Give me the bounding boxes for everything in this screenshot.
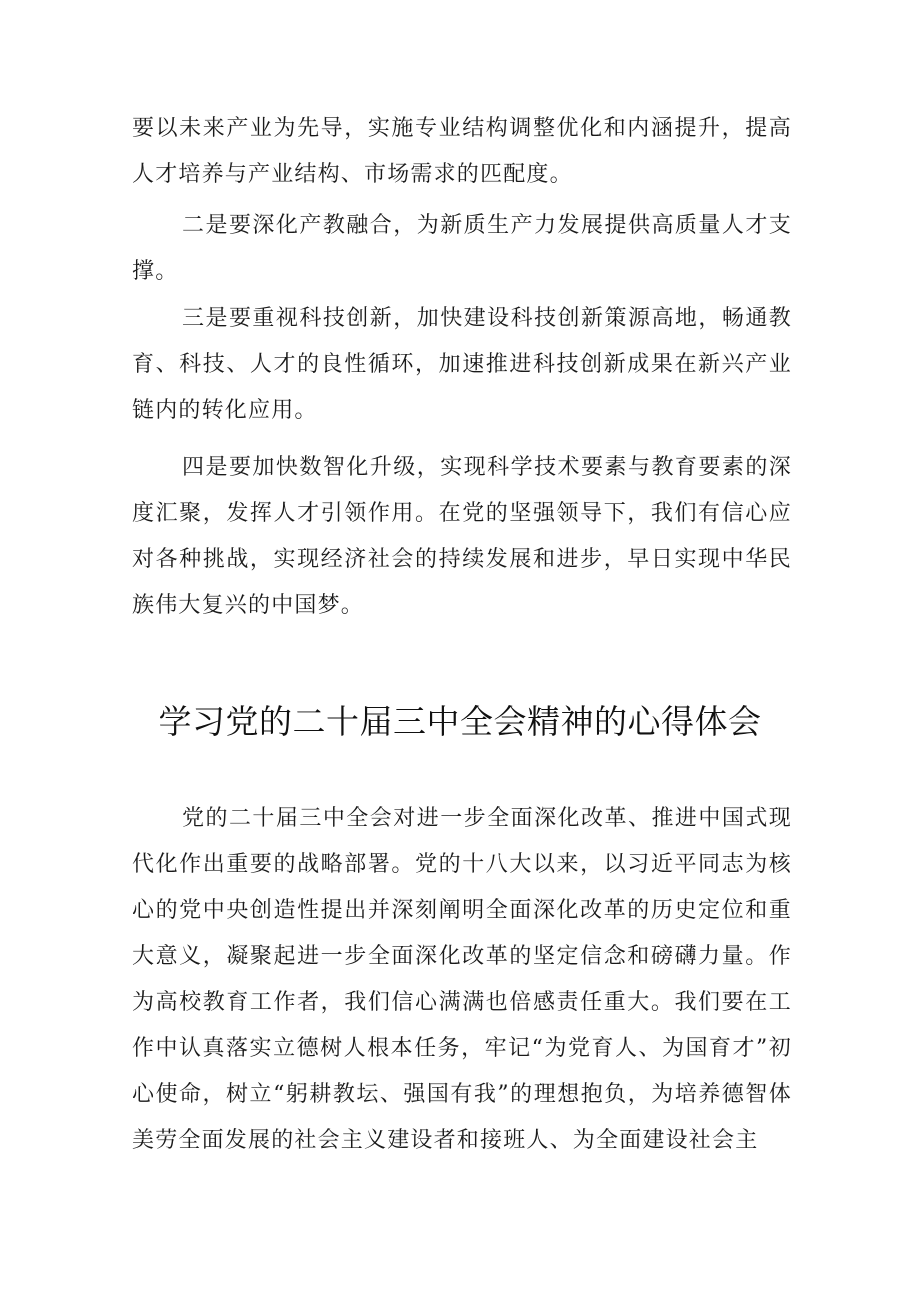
paragraph-body-intro: 党的二十届三中全会对进一步全面深化改革、推进中国式现代化作出重要的战略部署。党的十八大以来，以习近平同志为核心的党中央创造性提出并深刻阐明全面深化改革的历史定位和重大意义，凝聚起进一步全面深化改革的坚定信念和磅礴力量。作为高校教育工作者，我们信心满满也倍感责任重大。我们要在工作中认真落实立德树人根本任务，牢记“为党育人、为国育才”初心使命，树立“躬耕教坛、强国有我”的理想抱负，为培养德智体美劳全面发展的社会主义建设者和接班人、为全面建设社会主 [132, 806, 792, 1153]
paragraph-continuation: 要以未来产业为先导，实施专业结构调整优化和内涵提升，提高人才培养与产业结构、市场需求的匹配度。 [132, 116, 792, 187]
paragraph-point-four: 四是要加快数智化升级，实现科学技术要素与教育要素的深度汇聚，发挥人才引领作用。在党的坚强领导下，我们有信心应对各种挑战，实现经济社会的持续发展和进步，早日实现中华民族伟大复兴的中国梦。 [132, 455, 792, 618]
paragraph-point-three: 三是要重视科技创新，加快建设科技创新策源高地，畅通教育、科技、人才的良性循环，加速推进科技创新成果在新兴产业链内的转化应用。 [132, 306, 792, 423]
paragraph-point-two: 二是要深化产教融合，为新质生产力发展提供高质量人才支撑。 [132, 213, 792, 284]
document-title: 学习党的二十届三中全会精神的心得体会 [158, 702, 762, 741]
